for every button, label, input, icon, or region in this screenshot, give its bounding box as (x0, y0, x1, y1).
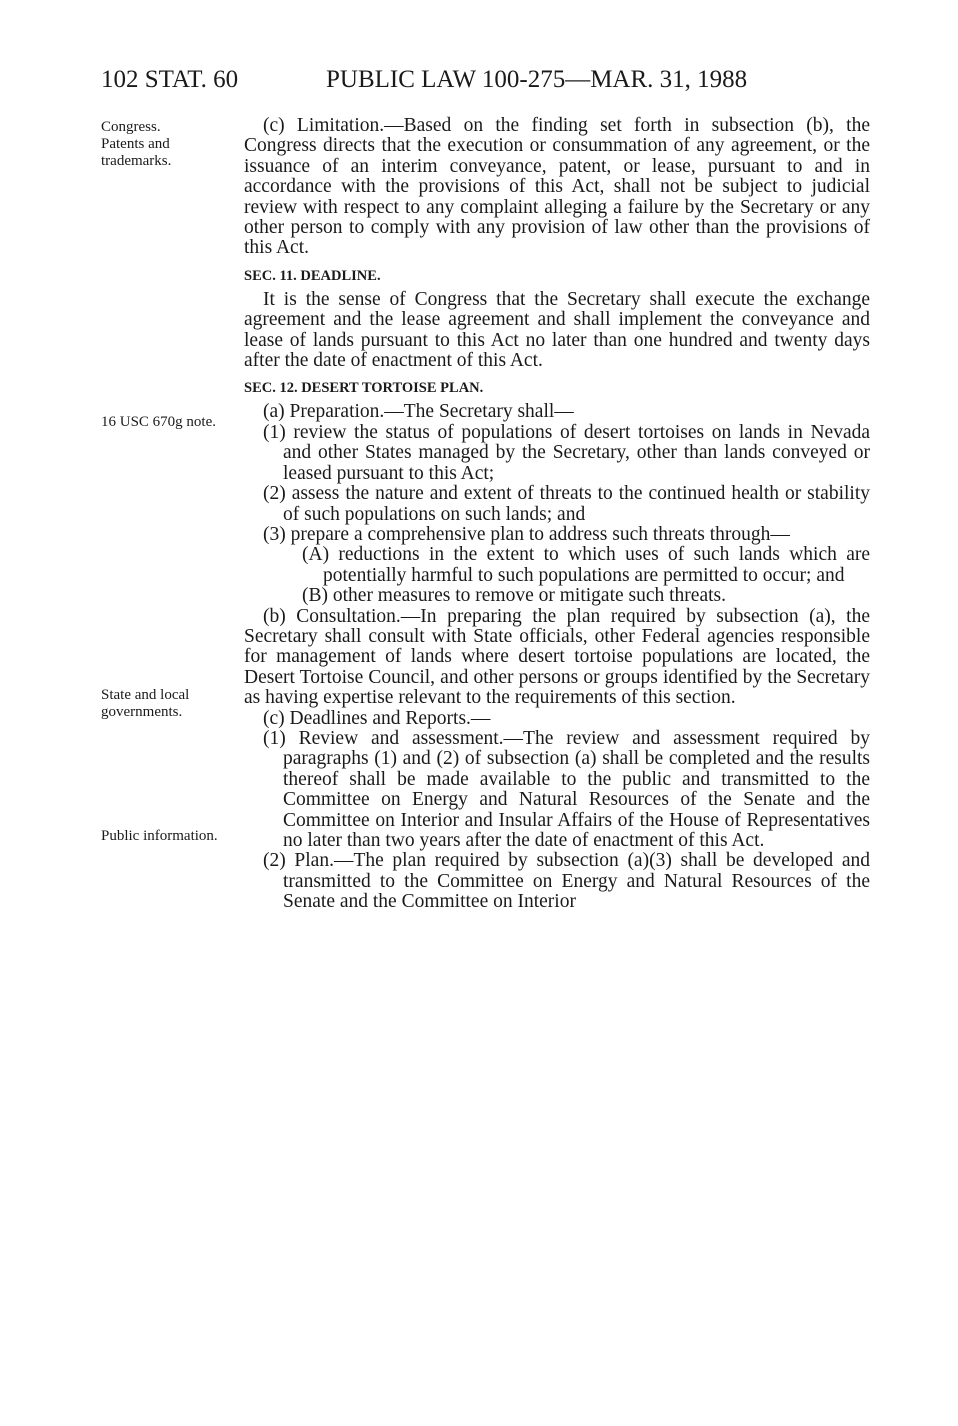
paragraph-c1-review: (1) Review and assessment.—The review and assessment required by paragraphs (1) and (2) of subsection (a) shall be completed and the results thereof shall be made available to the public and transmitted to the Committee on Energy and Natural Resources of the Senate and the Committee on Interior and Insular Affairs of the House of Representatives no later than two years after the date of enactment of this Act. (263, 727, 870, 851)
margin-note-public: Public information. (101, 828, 218, 844)
paragraph-a1: (1) review the status of populations of desert tortoises on lands in Nevada and other States managed by the Secretary, other than lands conveyed or leased pursuant to this Act; (263, 421, 870, 484)
subparagraph-a3B: (B) other measures to remove or mitigate such threats. (302, 585, 726, 607)
margin-note-usc: 16 USC 670g note. (101, 414, 217, 430)
stat-page-number: 102 STAT. 60 (101, 66, 239, 93)
section-12-title: SEC. 12. DESERT TORTOISE PLAN. (244, 380, 484, 397)
main-text (244, 116, 870, 913)
subsection-c-limitation: (c) Limitation.—Based on the finding set forth in subsection (b), the Congress directs that the execution or consummation of any agreement, or the issuance of an interim conveyance, patent, or lease, pursuant to and in accordance with the provisions of this Act, shall not be subject to judicial review with respect to any complaint alleging a failure by the Secretary or any other person to comply with any provision of law other than the provisions of this Act. (244, 115, 870, 259)
section-11-title: SEC. 11. DEADLINE. (244, 267, 381, 284)
paragraph-c2-plan: (2) Plan.—The plan required by subsection (a)(3) shall be developed and transmitted to the Committee on Energy and Natural Resources of the Senate and the Committee on Interior (263, 850, 870, 913)
page-title: PUBLIC LAW 100-275—MAR. 31, 1988 (326, 66, 748, 93)
paragraph-a3: (3) prepare a comprehensive plan to address such threats through— (263, 523, 790, 545)
subsection-c-deadlines: (c) Deadlines and Reports.— (263, 707, 491, 729)
subsection-b-consultation: (b) Consultation.—In preparing the plan required by subsection (a), the Secretary shall consult with State officials, other Federal agencies responsible for management of lands where desert tortoise populations are located, the Desert Tortoise Council, and other persons or groups identified by the Secretary as having expertise relevant to the requirements of this section. (244, 605, 870, 709)
subparagraph-a3A: (A) reductions in the extent to which uses of such lands which are potentially harmful to such populations are permitted to occur; and (302, 544, 870, 586)
section-11-text: It is the sense of Congress that the Secretary shall execute the exchange agreement and the lease agreement and shall implement the conveyance and lease of lands pursuant to this Act no later than one hundred and twenty days after the date of enactment of this Act. (244, 288, 870, 372)
margin-note-congress: Congress. Patents and trademarks. (101, 119, 172, 169)
margin-note-state: State and local governments. (101, 687, 190, 720)
subsection-a-preparation: (a) Preparation.—The Secretary shall— (263, 401, 574, 423)
paragraph-a2: (2) assess the nature and extent of threats to the continued health or stability of such populations on such lands; and (263, 483, 870, 525)
